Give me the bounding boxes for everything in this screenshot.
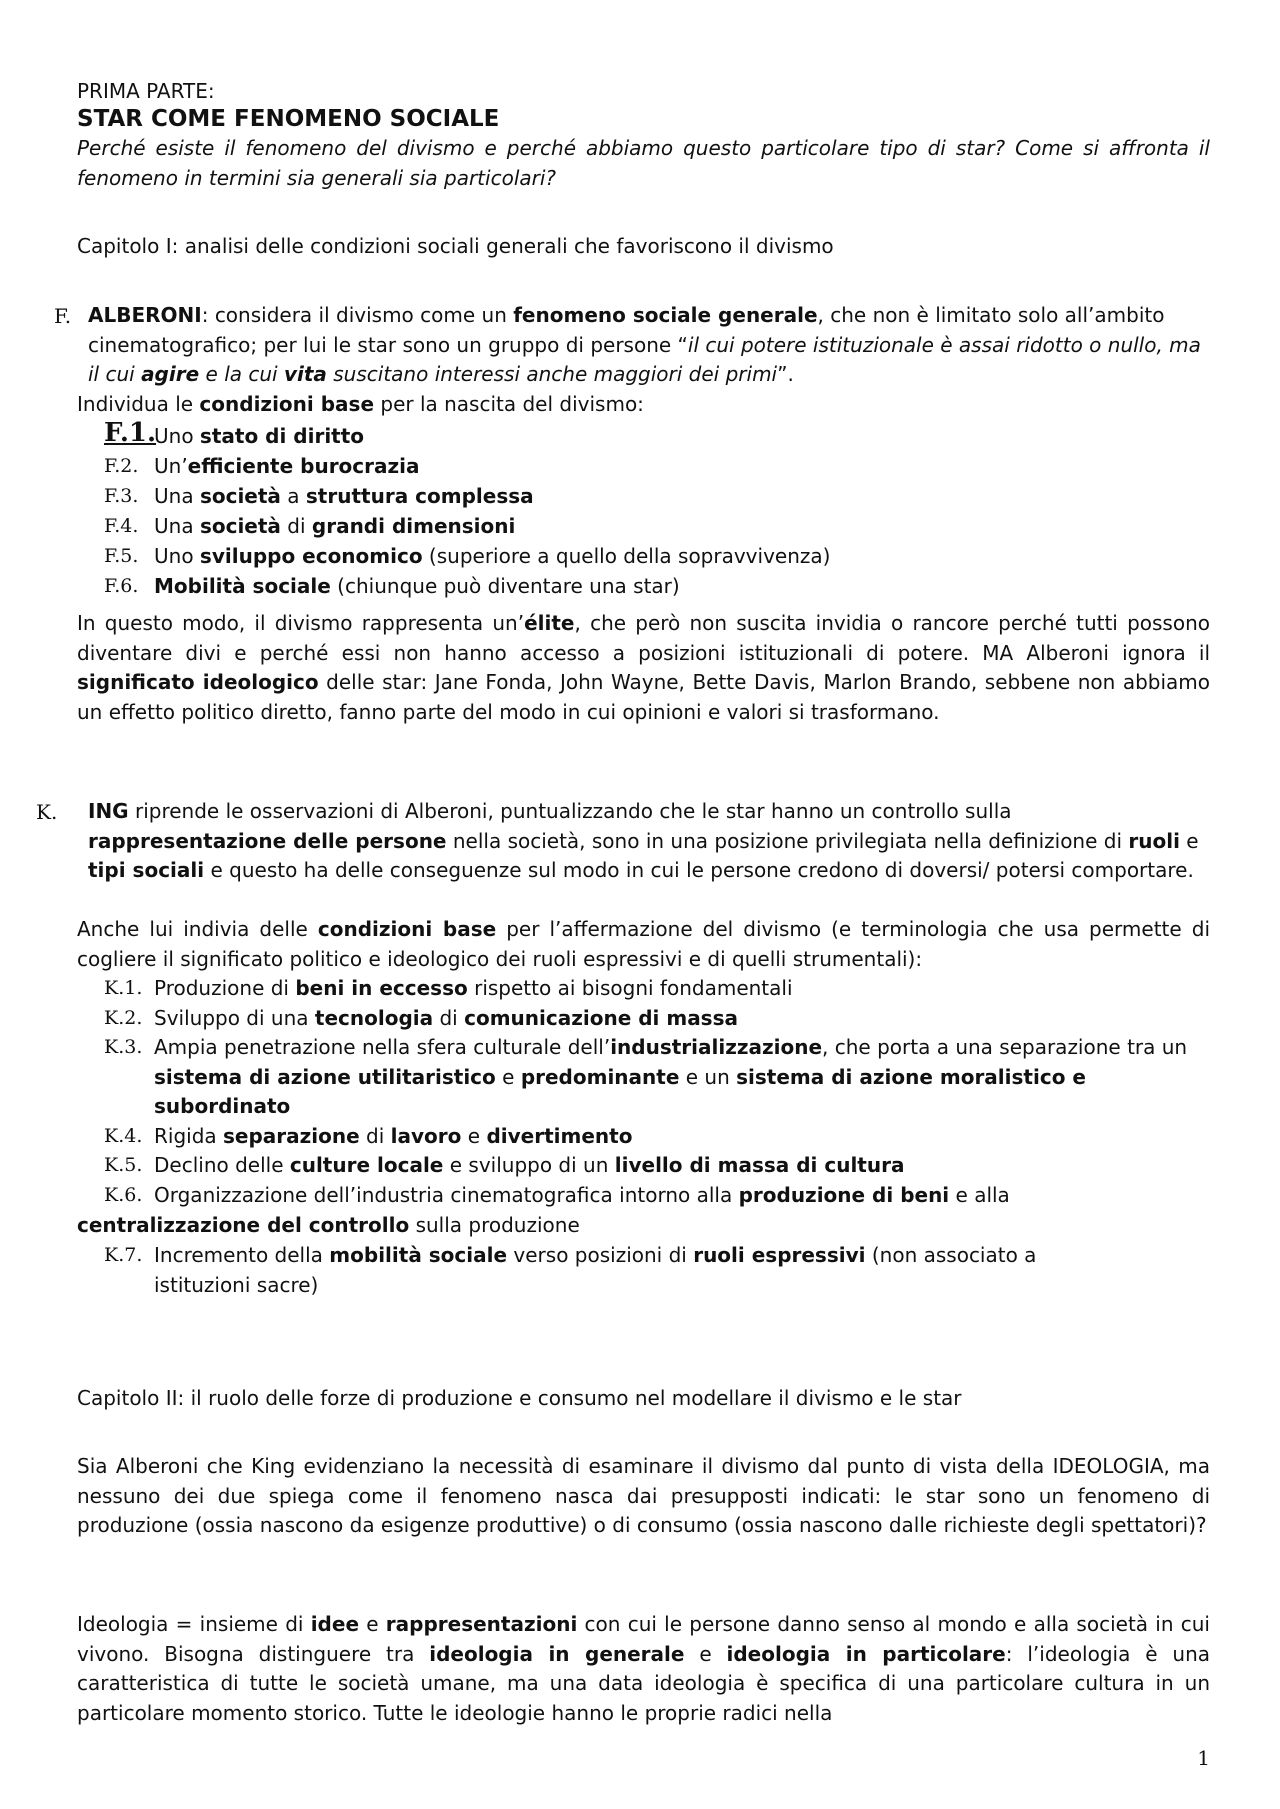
king-paragraph: ING riprende le osservazioni di Alberoni, puntualizzando che le star hanno un controllo sulla rappresentazione delle persone nella società, sono in una posizione privilegiata nella definizione di ruoli e tipi sociali e questo ha delle conseguenze sul modo in cui le persone credono di doversi/ potersi comportare.: [88, 799, 1199, 882]
list-item: F.4. Una società di grandi dimensioni: [104, 514, 516, 538]
king-conditions-list-end: [104, 1241, 1214, 1300]
alberoni-conditions-intro: Individua le condizioni base per la nascita del divismo:: [77, 392, 644, 416]
list-item: F.1. Uno stato di diritto: [104, 418, 365, 448]
alberoni-marker: F.: [54, 304, 72, 328]
list-item: K.7. Incremento della mobilità sociale verso posizioni di ruoli espressivi (non associato a istituzioni sacre): [104, 1243, 1037, 1297]
list-item: F.5. Uno sviluppo economico (superiore a quello della sopravvivenza): [104, 544, 831, 568]
list-item: K.6. Organizzazione dell’industria cinematografica intorno alla produzione di beni e alla: [104, 1182, 1010, 1207]
king-marker: K.: [36, 800, 58, 824]
list-item: F.6. Mobilità sociale (chiunque può diventare una star): [104, 574, 680, 598]
alberoni-name: ALBERONI: [88, 303, 202, 327]
ideology-intro-paragraph: Sia Alberoni che King evidenziano la necessità di esaminare il divismo dal punto di vista della IDEOLOGIA, ma nessuno dei due spiega come il fenomeno nasca dai presupposti indicati: le star sono un fenomeno di produzione (ossia nascono da esigenze produttive) o di consumo (ossia nascono dalle richieste degli spettatori)?: [77, 1454, 1210, 1537]
list-item: F.2. Un’efficiente burocrazia: [104, 454, 420, 478]
alberoni-conditions-list: [104, 418, 1214, 602]
page-number: 1: [1197, 1746, 1210, 1770]
list-item: K.1. Produzione di beni in eccesso rispetto ai bisogni fondamentali: [104, 976, 793, 1000]
section-title: STAR COME FENOMENO SOCIALE: [77, 106, 500, 132]
king-k6-continuation: centralizzazione del controllo sulla produzione: [77, 1213, 580, 1237]
list-item: K.2. Sviluppo di una tecnologia di comunicazione di massa: [104, 1005, 738, 1030]
list-item: K.5. Declino delle culture locale e sviluppo di un livello di massa di cultura: [104, 1153, 905, 1177]
list-item: K.4. Rigida separazione di lavoro e divertimento: [104, 1123, 633, 1148]
list-item: F.3. Una società a struttura complessa: [104, 484, 534, 508]
king-conditions-intro: Anche lui indivia delle condizioni base per l’affermazione del divismo (e terminologia che usa permette di cogliere il significato politico e ideologico dei ruoli espressivi e di quelli strumentali):: [77, 917, 1210, 971]
ideology-definition-paragraph: Ideologia = insieme di idee e rappresentazioni con cui le persone danno senso al mondo e alla società in cui vivono. Bisogna distinguere tra ideologia in generale e ideologia in particolare: l’ideologia è una caratteristica di tutte le società umane, ma una data ideologia è specifica di una particolare cultura in un particolare momento storico. Tutte le ideologie hanno le proprie radici nella: [77, 1612, 1210, 1725]
alberoni-paragraph: ALBERONI: considera il divismo come un fenomeno sociale generale, che non è limitato solo all’ambito cinematografico; per lui le star sono un gruppo di persone “il cui potere istituzionale è assai ridotto o nullo, ma il cui agire e la cui vita suscitano interessi anche maggiori dei primi”.: [88, 303, 1201, 386]
part-label: PRIMA PARTE:: [77, 79, 215, 103]
list-item: K.3. Ampia penetrazione nella sfera culturale dell’industrializzazione, che porta a una separazione tra un sistema di azione utilitaristico e predominante e un sistema di azione moralistico e subordinato: [104, 1035, 1188, 1118]
king-name: ING: [88, 799, 129, 823]
alberoni-conclusion: In questo modo, il divismo rappresenta un’élite, che però non suscita invidia o rancore perché tutti possono diventare divi e perché essi non hanno accesso a posizioni istituzionali di potere. MA Alberoni ignora il significato ideologico delle star: Jane Fonda, John Wayne, Bette Davis, Marlon Brando, sebbene non abbiamo un effetto politico diretto, fanno parte del modo in cui opinioni e valori si trasformano.: [77, 611, 1210, 724]
chapter-1-heading: Capitolo I: analisi delle condizioni sociali generali che favoriscono il divismo: [77, 234, 834, 258]
chapter-2-heading: Capitolo II: il ruolo delle forze di produzione e consumo nel modellare il divismo e le star: [77, 1386, 962, 1410]
intro-question: Perché esiste il fenomeno del divismo e perché abbiamo questo particolare tipo di star? Come si affronta il fenomeno in termini sia generali sia particolari?: [77, 136, 1210, 190]
king-conditions-list: [104, 974, 1214, 1210]
